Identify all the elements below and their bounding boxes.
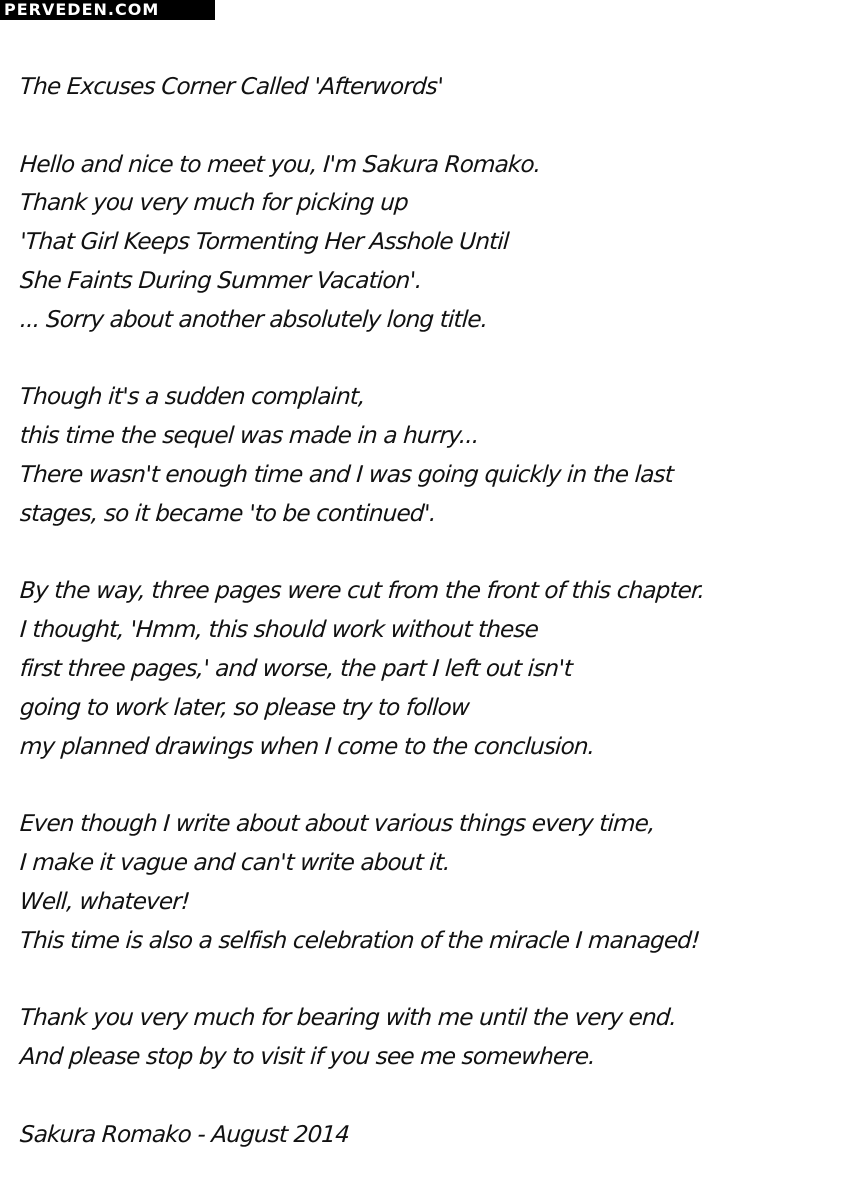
text-line: this time the sequel was made in a hurry...	[19, 423, 480, 450]
text-line: ... Sorry about another absolutely long title.	[19, 306, 489, 333]
site-watermark: PERVEDEN.COM	[0, 0, 215, 20]
text-line: Even though I write about about various things every time,	[19, 811, 656, 838]
text-line: By the way, three pages were cut from the front of this chapter.	[19, 578, 706, 605]
text-line: Hello and nice to meet you, I'm Sakura Romako.	[19, 151, 542, 178]
paragraph-complaint	[20, 378, 830, 533]
signature: Sakura Romako - August 2014	[19, 1121, 350, 1148]
text-line: She Faints During Summer Vacation'.	[19, 267, 423, 294]
text-line: I thought, 'Hmm, this should work without these	[19, 617, 539, 644]
paragraph-cut-pages	[20, 572, 830, 766]
text-line: I make it vague and can't write about it.	[19, 849, 451, 876]
text-line: Though it's a sudden complaint,	[19, 384, 366, 411]
afterword-title: The Excuses Corner Called 'Afterwords'	[19, 74, 444, 100]
text-line: first three pages,' and worse, the part I left out isn't	[19, 655, 573, 682]
paragraph-greeting	[20, 146, 830, 340]
paragraph-celebration	[20, 805, 830, 960]
text-line: There wasn't enough time and I was going quickly in the last	[19, 461, 674, 488]
afterword-text	[20, 68, 830, 1154]
text-line: This time is also a selfish celebration of the miracle I managed!	[19, 927, 701, 954]
text-line: 'That Girl Keeps Tormenting Her Asshole Until	[19, 229, 510, 256]
text-line: Thank you very much for picking up	[19, 190, 409, 217]
text-line: going to work later, so please try to follow	[19, 694, 470, 721]
text-line: Well, whatever!	[19, 888, 191, 915]
paragraph-thanks	[20, 999, 830, 1077]
text-line: And please stop by to visit if you see me somewhere.	[19, 1043, 596, 1070]
text-line: Thank you very much for bearing with me until the very end.	[19, 1005, 678, 1032]
text-line: my planned drawings when I come to the conclusion.	[19, 733, 596, 760]
text-line: stages, so it became 'to be continued'.	[19, 500, 437, 527]
